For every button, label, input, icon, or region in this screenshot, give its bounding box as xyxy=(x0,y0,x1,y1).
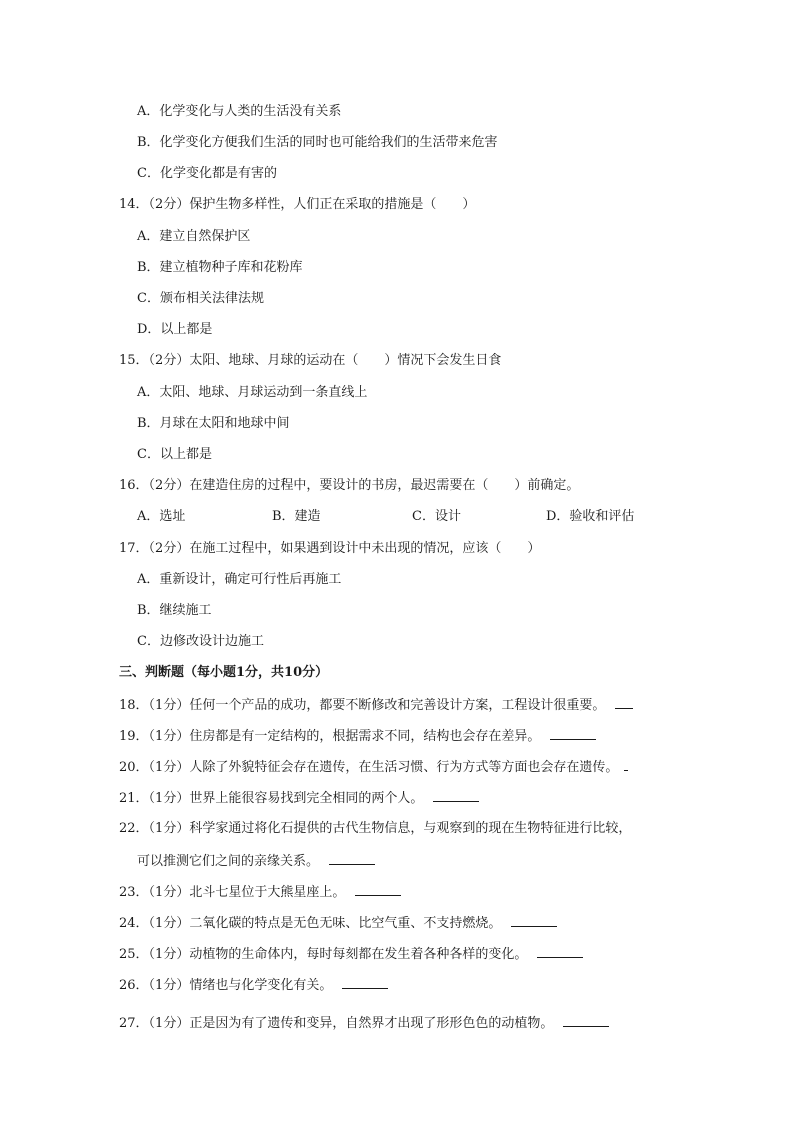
q25-text: 25．（1分）动植物的生命体内，每时每刻都在发生着各种各样的变化。 xyxy=(119,947,528,962)
q27 xyxy=(119,1014,609,1033)
q17-option-c: C．边修改设计边施工 xyxy=(137,634,264,649)
q15-option-a: A．太阳、地球、月球运动到一条直线上 xyxy=(137,385,368,400)
q17-option-b: B．继续施工 xyxy=(137,603,212,618)
q25-answer-blank[interactable] xyxy=(537,945,583,958)
q18 xyxy=(119,696,633,715)
q16-option-c: C．设计 xyxy=(412,509,461,524)
q26-text: 26．（1分）情绪也与化学变化有关。 xyxy=(119,978,333,993)
q23 xyxy=(119,883,401,902)
q16-option-d: D．验收和评估 xyxy=(546,509,635,524)
q24-text: 24．（1分）二氧化碳的特点是无色无味、比空气重、不支持燃烧。 xyxy=(119,916,502,931)
q14-option-b: B．建立植物种子库和花粉库 xyxy=(137,260,303,275)
q24-answer-blank[interactable] xyxy=(511,914,557,927)
q17-option-a: A．重新设计，确定可行性后再施工 xyxy=(137,572,342,587)
q22-line1: 22．（1分）科学家通过将化石提供的古代生物信息，与观察到的现在生物特征进行比较， xyxy=(119,821,632,836)
q20-answer-blank[interactable] xyxy=(624,758,628,771)
q21-answer-blank[interactable] xyxy=(433,789,479,802)
q21-text: 21．（1分）世界上能很容易找到完全相同的两个人。 xyxy=(119,791,424,806)
q20 xyxy=(119,758,628,777)
q20-text: 20．（1分）人除了外貌特征会存在遗传，在生活习惯、行为方式等方面也会存在遗传。 xyxy=(119,760,619,775)
q22-text-cont: 可以推测它们之间的亲缘关系。 xyxy=(137,854,320,869)
q21 xyxy=(119,789,479,808)
q19 xyxy=(119,727,596,746)
q13-option-c: C．化学变化都是有害的 xyxy=(137,166,277,181)
q22-line2 xyxy=(137,852,375,871)
q15-option-c: C．以上都是 xyxy=(137,447,212,462)
q25 xyxy=(119,945,583,964)
q26-answer-blank[interactable] xyxy=(342,976,388,989)
q16-option-b: B．建造 xyxy=(272,509,321,524)
q27-answer-blank[interactable] xyxy=(563,1014,609,1027)
q13-option-a: A．化学变化与人类的生活没有关系 xyxy=(137,104,342,119)
q15-option-b: B．月球在太阳和地球中间 xyxy=(137,416,290,431)
section-heading-judge: 三、判断题（每小题1分，共10分） xyxy=(119,665,329,680)
q18-answer-blank[interactable] xyxy=(615,696,633,709)
q14-option-d: D．以上都是 xyxy=(137,322,213,337)
q14-option-c: C．颁布相关法律法规 xyxy=(137,291,264,306)
q27-text: 27．（1分）正是因为有了遗传和变异，自然界才出现了形形色色的动植物。 xyxy=(119,1016,554,1031)
q17-stem: 17．（2分）在施工过程中，如果遇到设计中未出现的情况，应该（ ） xyxy=(119,541,541,556)
q24 xyxy=(119,914,557,933)
q23-text: 23．（1分）北斗七星位于大熊星座上。 xyxy=(119,885,346,900)
q13-option-b: B．化学变化方便我们生活的同时也可能给我们的生活带来危害 xyxy=(137,135,498,150)
q26 xyxy=(119,976,388,995)
q15-stem: 15．（2分）太阳、地球、月球的运动在（ ）情况下会发生日食 xyxy=(119,353,502,368)
q14-stem: 14．（2分）保护生物多样性，人们正在采取的措施是（ ） xyxy=(119,197,476,212)
q16-options-row xyxy=(0,508,794,526)
q14-option-a: A．建立自然保护区 xyxy=(137,229,251,244)
q19-answer-blank[interactable] xyxy=(550,727,596,740)
q18-text: 18．（1分）任何一个产品的成功，都要不断修改和完善设计方案，工程设计很重要。 xyxy=(119,698,606,713)
q16-stem: 16．（2分）在建造住房的过程中，要设计的书房，最迟需要在（ ）前确定。 xyxy=(119,478,580,493)
q23-answer-blank[interactable] xyxy=(355,883,401,896)
q16-option-a: A．选址 xyxy=(137,509,186,524)
q19-text: 19．（1分）住房都是有一定结构的，根据需求不同，结构也会存在差异。 xyxy=(119,729,541,744)
q22-answer-blank[interactable] xyxy=(329,852,375,865)
